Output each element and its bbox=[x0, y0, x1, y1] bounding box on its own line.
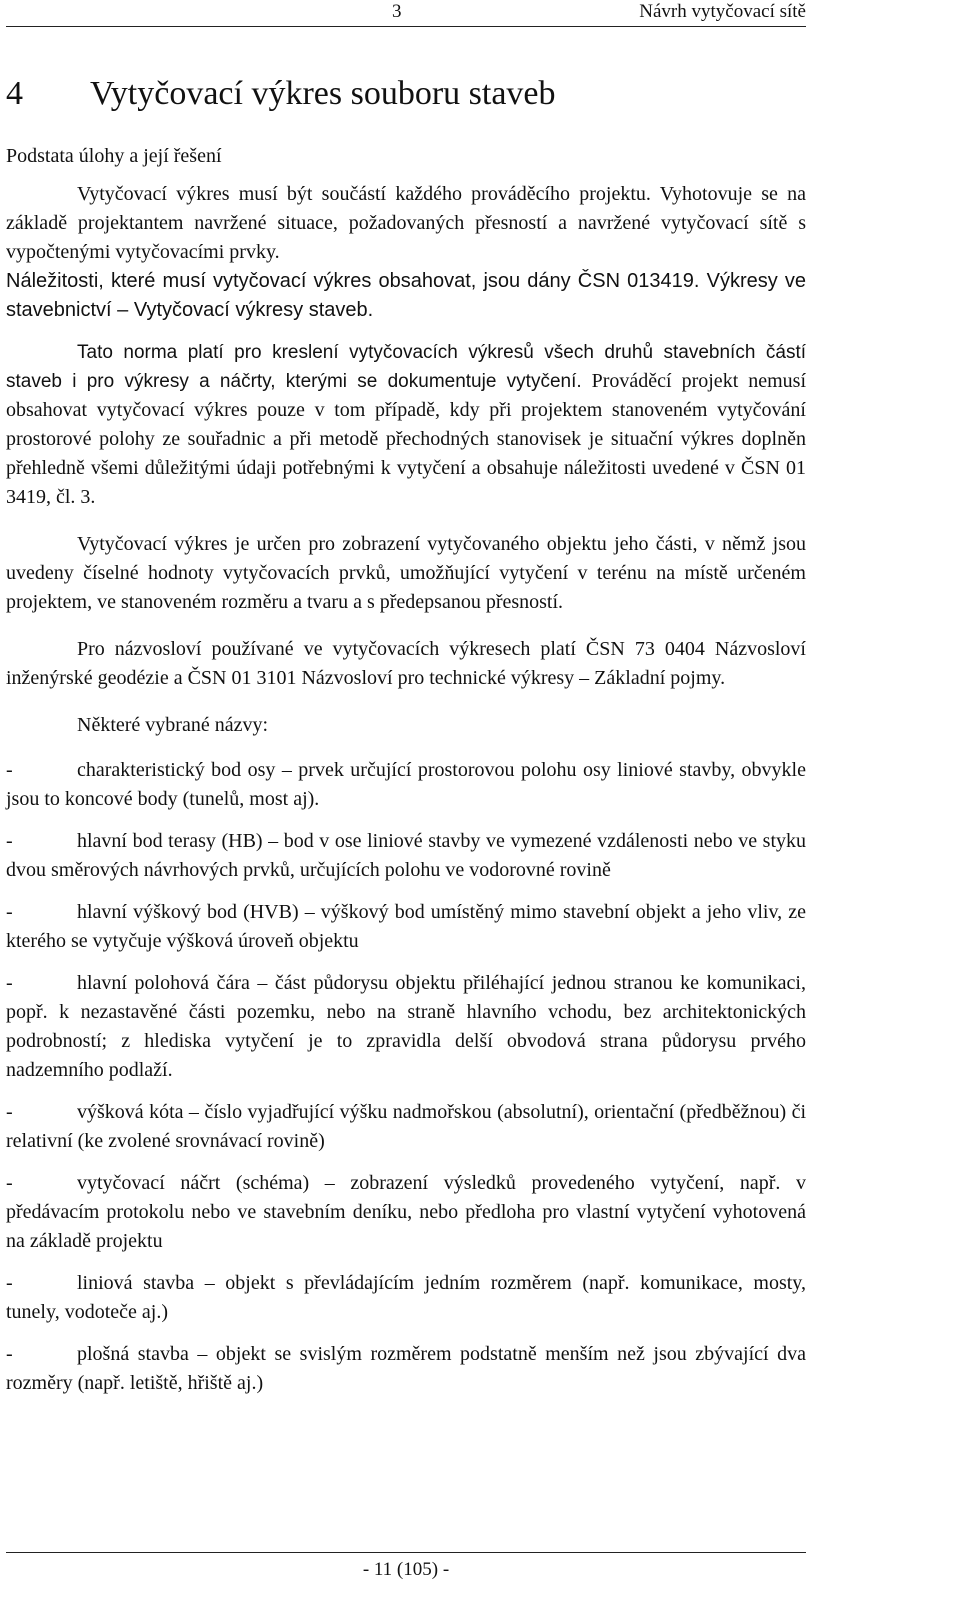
list-item-text: charakteristický bod osy – prvek určující prostorovou polohu osy liniové stavby, obvykle jsou to koncové body (tunelů, most aj). bbox=[6, 759, 806, 810]
intro-paragraph-5: Některé vybrané názvy: bbox=[77, 714, 269, 736]
list-dash: - bbox=[6, 830, 13, 852]
list-dash: - bbox=[6, 901, 13, 923]
page-footer bbox=[6, 1552, 806, 1581]
list-item-text: hlavní výškový bod (HVB) – výškový bod umístěný mimo stavební objekt a jeho vliv, ze kterého se vytyčuje výšková úroveň objektu bbox=[6, 901, 806, 952]
list-item bbox=[6, 1098, 806, 1156]
list-dash: - bbox=[6, 1343, 13, 1365]
list-dash: - bbox=[6, 972, 13, 994]
intro-paragraph-2-norm: Tato norma platí pro kreslení vytyčovacích výkresů všech druhů stavebních částí staveb i pro výkresy a náčrty, kterými se dokumentuje vytyčení. bbox=[6, 342, 806, 392]
chapter-heading bbox=[6, 72, 806, 116]
list-item bbox=[6, 756, 806, 814]
list-dash: - bbox=[6, 1172, 13, 1194]
page-header bbox=[6, 0, 806, 27]
list-item-text: hlavní polohová čára – část půdorysu objektu přiléhající jednou stranou ke komunikaci, popř. k nezastavěné části pozemku, nebo na straně hlavního vchodu, bez architektonických podrobností; z hlediska vytyčení je to zpravidla delší obvodová strana půdorysu prvého nadzemního podlaží. bbox=[6, 972, 806, 1081]
footer-page-label: - 11 (105) - bbox=[362, 1559, 450, 1580]
chapter-number: 4 bbox=[6, 75, 23, 112]
intro-paragraph-1-norm: Náležitosti, které musí vytyčovací výkres obsahovat, jsou dány ČSN 013419. Výkresy ve stavebnictví – Vytyčovací výkresy staveb. bbox=[6, 270, 806, 321]
list-item-text: vytyčovací náčrt (schéma) – zobrazení výsledků provedeného vytyčení, např. v předávacím protokolu nebo ve stavebním deníku, nebo předloha pro vlastní vytyčení vyhotovená na základě projektu bbox=[6, 1172, 806, 1252]
list-item-text: plošná stavba – objekt se svislým rozměrem podstatně menším než jsou zbývající dva rozměry (např. letiště, hřiště aj.) bbox=[6, 1343, 806, 1394]
list-dash: - bbox=[6, 759, 13, 781]
list-item bbox=[6, 827, 806, 885]
document-page bbox=[6, 0, 807, 1580]
list-dash: - bbox=[6, 1272, 13, 1294]
chapter-title: Vytyčovací výkres souboru staveb bbox=[90, 75, 556, 112]
header-running-title: Návrh vytyčovací sítě bbox=[639, 1, 806, 22]
list-item-text: výšková kóta – číslo vyjadřující výšku nadmořskou (absolutní), orientační (předběžnou) či relativní (ke zvolené srovnávací rovině) bbox=[6, 1101, 806, 1152]
list-item-text: hlavní bod terasy (HB) – bod v ose liniové stavby ve vymezené vzdálenosti nebo ve styku dvou směrových návrhových prvků, určujících polohu ve vodorovné rovině bbox=[6, 830, 806, 881]
list-item bbox=[6, 1169, 806, 1256]
list-item-text: liniová stavba – objekt s převládajícím jedním rozměrem (např. komunikace, mosty, tunely, vodoteče aj.) bbox=[6, 1272, 806, 1323]
intro-paragraph-1-text: Vytyčovací výkres musí být součástí každého prováděcího projektu. Vyhotovuje se na základě projektantem navržené situace, požadovaných přesností a navržené vytyčovací sítě s vypočtenými vytyčovacími prvky. bbox=[6, 183, 806, 263]
list-item bbox=[6, 898, 806, 956]
intro-paragraph-1 bbox=[6, 180, 806, 325]
intro-paragraph-4: Pro názvosloví používané ve vytyčovacích výkresech platí ČSN 73 0404 Názvosloví inženýrské geodézie a ČSN 01 3101 Názvosloví pro technické výkresy – Základní pojmy. bbox=[6, 638, 806, 689]
header-page-number: 3 bbox=[392, 1, 402, 22]
list-item bbox=[6, 969, 806, 1085]
section-subheading: Podstata úlohy a její řešení bbox=[6, 145, 222, 167]
intro-paragraph-3: Vytyčovací výkres je určen pro zobrazení vytyčovaného objektu jeho části, v němž jsou uvedeny číselné hodnoty vytyčovacích prvků, umožňující vytyčení v terénu na místě určeném projektem, ve stanoveném rozměru a tvaru a s předepsanou přesností. bbox=[6, 533, 806, 613]
intro-paragraph-2 bbox=[6, 338, 806, 512]
list-dash: - bbox=[6, 1101, 13, 1123]
intro-paragraph-2-text: Prováděcí projekt nemusí obsahovat vytyčovací výkres pouze v tom případě, kdy při projektem stanoveném vytyčování prostorové polohy ze souřadnic a při metodě přechodných stanovisek je situační výkres doplněn přehledně všemi důležitými údaji potřebnými k vytyčení a obsahuje náležitosti uvedené v ČSN 01 3419, čl. 3. bbox=[6, 370, 807, 508]
terms-list bbox=[6, 756, 806, 1398]
list-item bbox=[6, 1269, 806, 1327]
list-item bbox=[6, 1340, 806, 1398]
